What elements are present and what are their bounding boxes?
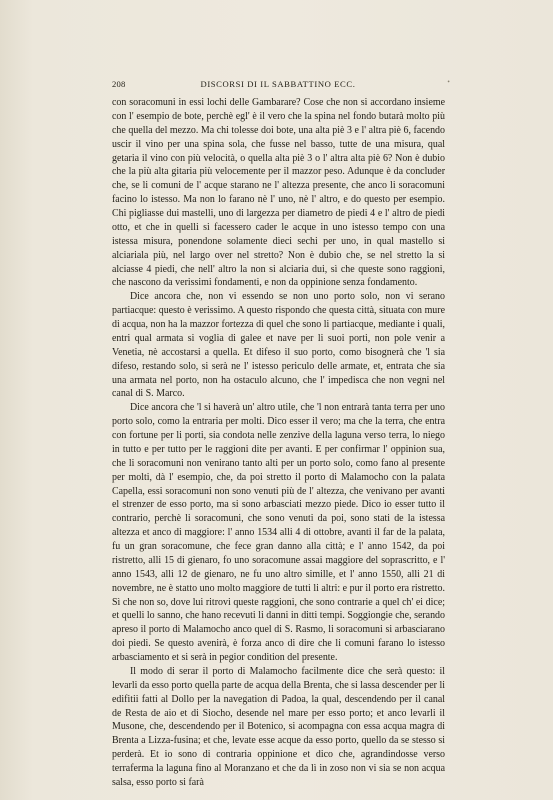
paragraph-1: con soracomuni in essi lochi delle Gambarare? Cose che non si accordano insieme con l' esempio de bote, perchè egl' è il vero che la spina nel fondo butarà molto più che quella del mezzo. Ma chi tolesse doi bote, una alta piè 3 e l' altra piè 6, facendo uscir il vino per una spina sola, che fusse nel basso, tutte de una misura, qual getaria il vino con più velocità, o quella alta piè 3 o l' altra alta piè 6? Non è dubio che la più alta gitaria più velocemente per il mazzor peso. Adunque è da concluder che, se li comuni de l' acque starano ne l' altezza presente, che anco li soracomuni facino lo istesso. Ma non lo farano nè l' uno, nè l' altro, e do questo per esempio. Chi pigliasse dui mastelli, uno di largezza per diametro de piedi 4 e l' altro de piedi otto, et che in quelli si facessero cader le acque in uno istesso tempo con una istessa misura, ponendone solamente dieci sechi per uno, in qual mastello si alciariala più, nel largo over nel stretto? Non è dubio che, se nel stretto la si alciasse 4 piedi, che nell' altro la non si alciaria dui, sì che queste sono raggioni, che nascono da verissimi fondamenti, e non da oppinione senza fondamento. [112,97,445,289]
paragraph-4: Il modo di serar il porto di Malamocho facilmente dice che serà questo: il levarli da esso porto quella parte de acqua della Brenta, che si lassa descender per li edifitii fatti al Dollo per la navegation di Padoa, la qual, descendendo per il canal de Resta de aio et di Siocho, desende nel mare per esso porto; et anco levarli il Musone, che, descendendo per il Botenico, si acompagna con essa acqua magra di Brenta a Lizza-fusina; et che, levate esse acque da esso porto, quello da se stesso si perderà. Et io sono di contraria oppinione et dico che, agrandindosse verso terraferma la laguna fino al Moranzano et che da lì in zoso non vi sia se non acqua salsa, esso porto si farà [112,665,445,788]
running-title: DISCORSI DI IL SABBATTINO ECC. [200,79,356,89]
page-header [112,78,450,91]
paragraph-3: Dice ancora che 'l si haverà un' altro utile, che 'l non entrarà tanta terra per uno porto solo, como la entraria per molti. Dico esser il vero; ma che la terra, che entra con fortune per li porti, sia condota nelle zenzive della laguna verso terra, lo niego in tutto e per tutto per le raggioni dite per avanti. E per confirmar l' oppinion sua, che li soracomuni non venirano tanto alti per un porto solo, como fano al presente per molti, dà l' esempio, che, da poi stretto il porto di Malamocho con la palata Capella, essi soracomuni non sono venuti più de l' altezza, che venivano per avanti el strenzer de esso porto, ma si sono arbasciati mezzo piede. Dico io esser tutto il contrario, perchè li soracomuni, che sono venuti da poi, sono stati de la istessa altezza et anco di maggiore: l' anno 1534 alli 4 di ottobre, avanti il far de la palata, fu un gran soracomune, che fece gran danno alla città; e l' anno 1542, da poi ristretto, alli 15 di gienaro, fo uno soracomune assai maggiore del soprascritto, e l' anno 1543, alli 12 de gienaro, ne fu uno altro simille, et l' anno 1550, alli 21 di novembre, ne è statto uno molto maggiore de tutti li altri: e pur il porto era ristretto. Sì che non so, dove lui ritrovi queste raggioni, che sono contrarie a quel ch' ei dice; et quelli lo sanno, che hano recevuti li danni in ditti tempi. Soggiongie che, serando apreso il porto di Malamocho anco quel di S. Rasmo, li soracomuni si arbasciarano doi piedi. Se questo avenirà, è forza anco di dire che li comuni farano lo istesso arbasciamento et si serà in pegior condition del presente. [112,402,445,663]
paragraph-2: Dice ancora che, non vi essendo se non uno porto solo, non vi serano partiacque: questo è verissimo. A questo rispondo che questa città, situata con mure di acqua, non ha la mazzor fortezza di quel che sono li partiacque, mediante i quali, entri qual armata si voglia di galee et nave per li suoi porti, non pole venir a Venetia, nè accostarsi a quella. Et difeso il suo porto, como bisognerà che 'l sia difeso, restando solo, si serà ne l' istesso periculo delle armate, et, entrata che sia una armata nel porto, non ha ostaculo alcuno, che l' impedisca che non vegni nel canal di S. Marco. [112,291,445,400]
page-number: 208 [112,79,126,89]
corner-mark: • [447,78,450,86]
body-text [112,96,445,790]
